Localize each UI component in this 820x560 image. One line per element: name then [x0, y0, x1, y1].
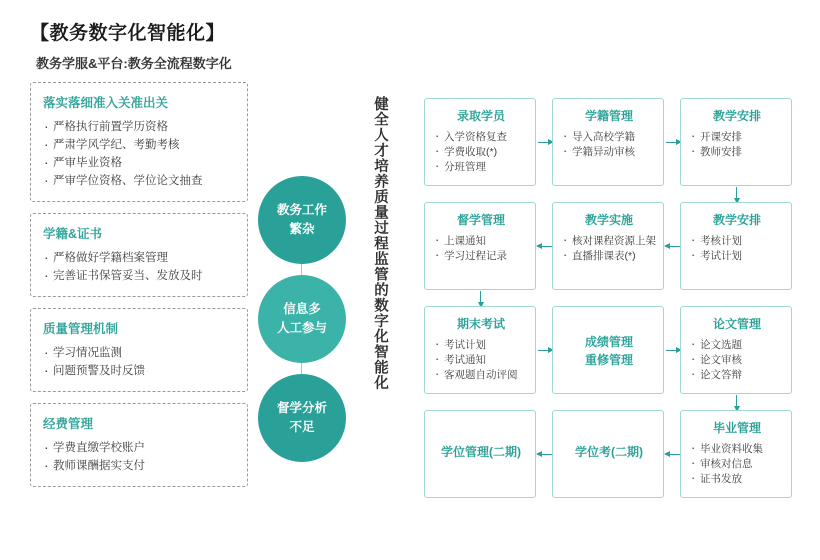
arrow-right: [666, 142, 681, 143]
node-graduation-management[interactable]: [680, 410, 792, 498]
left-card-3: [30, 308, 248, 392]
list-item: · 学费直缴学校账户: [43, 439, 235, 457]
left-card-4: [30, 403, 248, 487]
node-teaching-arrangement-1[interactable]: [680, 98, 792, 186]
node-title: 学籍管理: [584, 109, 633, 123]
left-card-1-title: 落实落细准入关准出关: [43, 96, 169, 110]
circle-manual-involvement: [258, 275, 346, 363]
circle-label-line2: 人工参与: [276, 321, 327, 335]
node-title-line1: 成绩管理: [584, 335, 633, 349]
node-list: [435, 130, 527, 175]
list-item: · 考试计划: [691, 249, 783, 264]
circle-label-line1: 信息多: [283, 302, 321, 316]
node-teaching-arrangement-2[interactable]: [680, 202, 792, 290]
list-item: · 学费收取(*): [435, 145, 527, 160]
list-item: · 客观题自动评阅: [435, 368, 527, 383]
list-item: · 直播排课表(*): [563, 249, 655, 264]
list-item: · 学习情况监测: [43, 344, 235, 362]
list-item: · 严审毕业资格: [43, 154, 235, 172]
node-degree-management[interactable]: [424, 410, 536, 498]
left-card-4-title: 经费管理: [43, 417, 94, 431]
list-item: · 学籍异动审核: [563, 145, 655, 160]
node-list: [691, 442, 783, 487]
vertical-banner-text: 健全人才培养质量过程监管的数字化智能化: [372, 96, 388, 391]
list-item: · 考试计划: [435, 338, 527, 353]
arrow-right: [538, 142, 553, 143]
node-supervision-management[interactable]: [424, 202, 536, 290]
node-title: 期末考试: [456, 317, 505, 331]
list-item: · 严肃学风学纪、考勤考核: [43, 136, 235, 154]
circle-label-line1: 督学分析: [276, 401, 327, 415]
process-flow-grid: [424, 98, 796, 498]
node-title: 毕业管理: [712, 421, 761, 435]
circle-connector-2: [301, 363, 302, 374]
list-item: · 毕业资料收集: [691, 442, 783, 457]
arrow-down: [736, 395, 737, 411]
list-item: · 完善证书保管妥当、发放及时: [43, 267, 235, 285]
list-item: · 教师安排: [691, 145, 783, 160]
arrow-left: [665, 454, 680, 455]
left-card-3-list: [43, 344, 235, 380]
left-card-3-title: 质量管理机制: [43, 322, 119, 336]
list-item: · 开课安排: [691, 130, 783, 145]
node-list: [435, 338, 527, 383]
node-teaching-implementation[interactable]: [552, 202, 664, 290]
node-list: [691, 338, 783, 383]
list-item: · 上课通知: [435, 234, 527, 249]
circle-label-line2: 不足: [289, 420, 315, 434]
list-item: · 导入高校学籍: [563, 130, 655, 145]
arrow-left: [537, 454, 552, 455]
pain-point-circles: [258, 176, 354, 473]
list-item: · 考试通知: [435, 353, 527, 368]
left-card-2-list: [43, 249, 235, 285]
list-item: · 证书发放: [691, 472, 783, 487]
left-card-2: [30, 213, 248, 297]
node-list: [691, 130, 783, 160]
list-item: · 教师课酬据实支付: [43, 457, 235, 475]
node-title: 督学管理: [456, 213, 505, 227]
node-list: [691, 234, 783, 264]
node-degree-exam[interactable]: [552, 410, 664, 498]
arrow-left: [665, 246, 680, 247]
arrow-left: [537, 246, 552, 247]
left-card-2-title: 学籍&证书: [43, 227, 103, 241]
circle-label-line2: 繁杂: [289, 222, 315, 236]
node-title: 学位管理(二期): [441, 445, 521, 459]
list-item: · 论文选题: [691, 338, 783, 353]
node-title: 教学安排: [712, 109, 761, 123]
circle-teaching-workload: [258, 176, 346, 264]
list-item: · 分班管理: [435, 160, 527, 175]
list-item: · 论文审核: [691, 353, 783, 368]
list-item: · 严格做好学籍档案管理: [43, 249, 235, 267]
left-card-4-list: [43, 439, 235, 475]
node-title: 论文管理: [712, 317, 761, 331]
list-item: · 严审学位资格、学位论文抽查: [43, 172, 235, 190]
circle-label-line1: 教务工作: [276, 203, 327, 217]
arrow-right: [666, 350, 681, 351]
node-list: [435, 234, 527, 264]
list-item: · 学习过程记录: [435, 249, 527, 264]
page-subtitle: 教务学服&平台:教务全流程数字化: [36, 56, 232, 71]
arrow-down: [480, 291, 481, 307]
node-title: 教学实施: [584, 213, 633, 227]
node-grades-retake[interactable]: [552, 306, 664, 394]
node-thesis-management[interactable]: [680, 306, 792, 394]
left-card-1-list: [43, 118, 235, 190]
left-column: [30, 82, 248, 498]
circle-supervision-analysis: [258, 374, 346, 462]
list-item: · 严格执行前置学历资格: [43, 118, 235, 136]
list-item: · 审核对信息: [691, 457, 783, 472]
node-title: [563, 333, 655, 369]
list-item: · 核对课程资源上架: [563, 234, 655, 249]
node-student-status[interactable]: [552, 98, 664, 186]
node-final-exam[interactable]: [424, 306, 536, 394]
circle-connector-1: [301, 264, 302, 275]
node-title: 学位考(二期): [575, 445, 643, 459]
left-card-1: [30, 82, 248, 202]
list-item: · 问题预警及时反馈: [43, 362, 235, 380]
list-item: · 论文答辩: [691, 368, 783, 383]
node-title: 教学安排: [712, 213, 761, 227]
node-list: [563, 234, 655, 264]
list-item: · 考核计划: [691, 234, 783, 249]
arrow-right: [538, 350, 553, 351]
list-item: · 入学资格复查: [435, 130, 527, 145]
node-title: 录取学员: [456, 109, 505, 123]
node-title-line2: 重修管理: [584, 353, 633, 367]
arrow-down: [736, 187, 737, 203]
page-title: 【教务数字化智能化】: [30, 23, 226, 44]
node-enrollment[interactable]: [424, 98, 536, 186]
node-list: [563, 130, 655, 160]
